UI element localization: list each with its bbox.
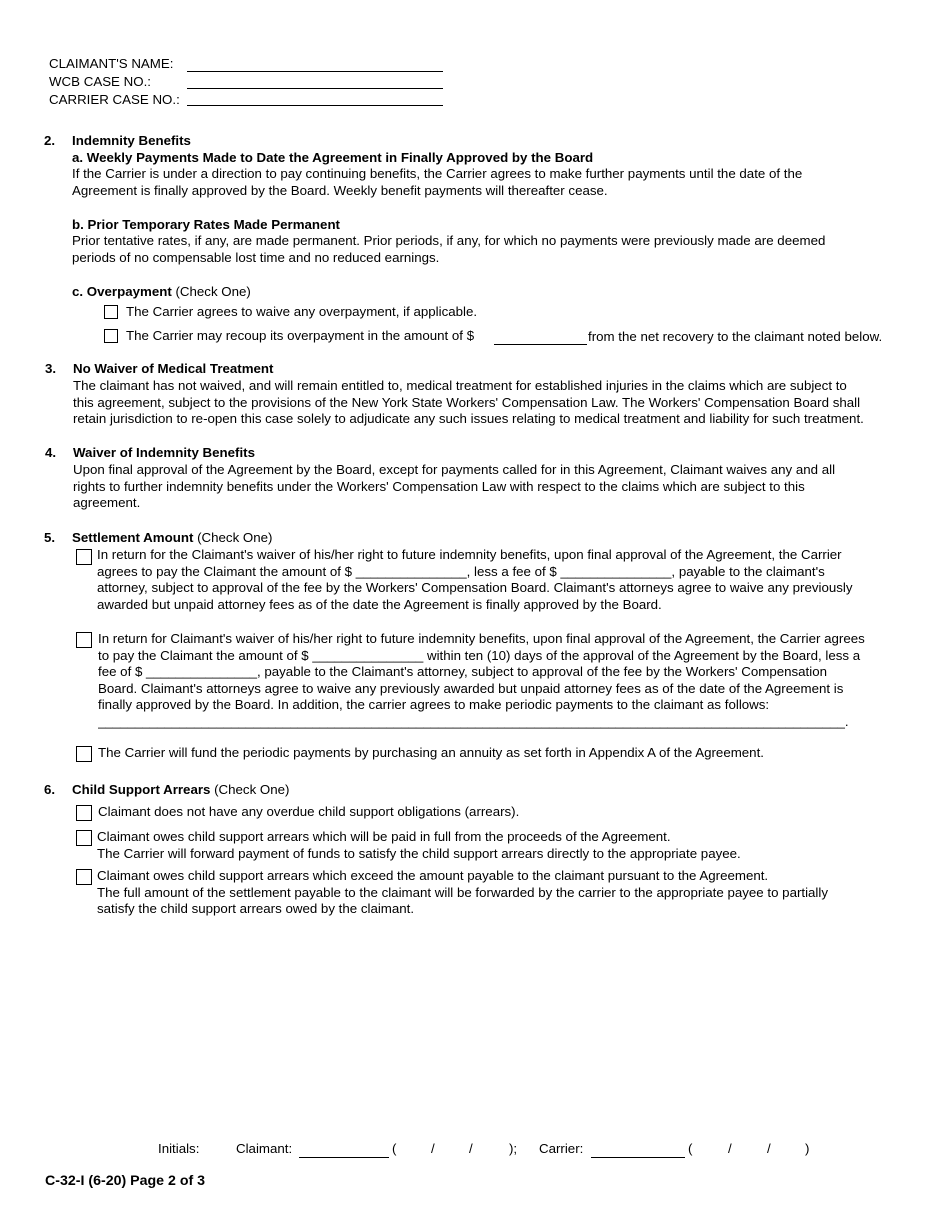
carrier-date-slash-2: /	[767, 1141, 771, 1156]
section-4-title: Waiver of Indemnity Benefits	[73, 445, 256, 460]
carrier-initials-field[interactable]	[591, 1157, 685, 1158]
section-6-number: 6.	[44, 782, 56, 797]
child-support-exceed-checkbox[interactable]	[76, 869, 92, 885]
section-2a-text: If the Carrier is under a direction to pay continuing benefits, the Carrier agrees to make further payments until the date of the Agreement is finally approved by the Board. Weekly benefit payments will thereafter cease.	[72, 166, 803, 198]
section-2b-text: Prior tentative rates, if any, are made permanent. Prior periods, if any, for which no payments were previously made are deemed periods of no compensable lost time and no reduced earnings.	[72, 233, 826, 265]
claimant-date-slash-1: /	[431, 1141, 435, 1156]
section-2-title: Indemnity Benefits	[72, 133, 191, 148]
section-6-heading: Child Support Arrears (Check One)	[72, 782, 290, 797]
periodic-payments-field[interactable]: _____________________________________________________________________________________________________.	[98, 713, 849, 729]
section-5-heading: Settlement Amount (Check One)	[72, 530, 273, 545]
child-support-none-label: Claimant does not have any overdue child support obligations (arrears).	[98, 804, 520, 819]
initials-label: Initials:	[158, 1141, 200, 1156]
section-3-number: 3.	[45, 361, 57, 376]
section-2b-title: b. Prior Temporary Rates Made Permanent	[72, 217, 340, 232]
claimant-date-open: (	[392, 1141, 397, 1156]
wcb-case-label: WCB CASE NO.:	[49, 74, 151, 89]
settlement-option-2-checkbox[interactable]	[76, 632, 92, 648]
settlement-annuity-label: The Carrier will fund the periodic payments by purchasing an annuity as set forth in Appendix A of the Agreement.	[98, 745, 764, 760]
section-3-title: No Waiver of Medical Treatment	[73, 361, 274, 376]
section-2-number: 2.	[44, 133, 56, 148]
claimant-date-close: );	[509, 1141, 518, 1156]
child-support-none-checkbox[interactable]	[76, 805, 92, 821]
overpayment-amount-field[interactable]	[494, 344, 587, 345]
overpayment-waive-checkbox[interactable]	[104, 305, 118, 319]
settlement-option-2-text: In return for Claimant's waiver of his/her right to future indemnity benefits, upon final approval of the Agreement, the Carrier agrees to pay the Claimant the amount of $ _______________ within ten (10) days of the approval of the Agreement by the Board, less a fee of $ _______________, payable to the Claimant's attorney, subject to approval of the fee by the Workers' Compensation Board. Claimant's attorneys agree to waive any previously awarded but unpaid attorney fees as of the date of the Agreement is finally approved by the Board. In addition, the carrier agrees to make periodic payments to the claimant as follows: _____________________________________________________________________________________________________.	[98, 631, 908, 731]
form-id: C-32-I (6-20) Page 2 of 3	[45, 1173, 206, 1189]
section-4-number: 4.	[45, 445, 57, 460]
section-2a-title: a. Weekly Payments Made to Date the Agreement in Finally Approved by the Board	[72, 150, 594, 165]
carrier-date-close: )	[805, 1141, 810, 1156]
section-3-text: The claimant has not waived, and will remain entitled to, medical treatment for established injuries in the claims which are subject to this agreement, subject to the provisions of the New York State Workers' Compensation Law. The Workers' Compensation Board shall retain jurisdiction to re-open this case solely to adjudicate any such issues relating to medical treatment and liability for such treatment.	[73, 378, 864, 427]
wcb-case-field[interactable]	[187, 88, 443, 89]
initials-claimant-label: Claimant:	[236, 1141, 293, 1156]
overpayment-recoup-label: The Carrier may recoup its overpayment in the amount of $	[126, 328, 475, 343]
child-support-full-checkbox[interactable]	[76, 830, 92, 846]
child-support-exceed-text: Claimant owes child support arrears which exceed the amount payable to the claimant pursuant to the Agreement. The full amount of the settlement payable to the claimant will be forwarded by the carrier to the appropriate payee to partially satisfy the child support arrears owed by the claimant.	[97, 868, 828, 917]
section-4-text: Upon final approval of the Agreement by the Board, except for payments called for in this Agreement, Claimant waives any and all rights to further indemnity benefits under the Workers' Compensation Law with respect to the claims which are subject to this agreement.	[73, 462, 836, 511]
claimant-name-label: CLAIMANT'S NAME:	[49, 56, 174, 71]
settlement-option-1-checkbox[interactable]	[76, 549, 92, 565]
carrier-case-label: CARRIER CASE NO.:	[49, 92, 180, 107]
carrier-case-field[interactable]	[187, 105, 443, 106]
child-support-full-text: Claimant owes child support arrears which will be paid in full from the proceeds of the Agreement. The Carrier will forward payment of funds to satisfy the child support arrears directly to the appropriate payee.	[97, 829, 741, 861]
settlement-option-1-text: In return for the Claimant's waiver of his/her right to future indemnity benefits, upon final approval of the Agreement, the Carrier agrees to pay the Claimant the amount of $ _______________, less a fee of $ _______________, payable to the claimant's attorney, subject to approval of the fee by the Workers' Compensation Board. Claimant's attorneys agree to waive any previously awarded but unpaid attorney fees as of the date the Agreement is finally approved by the Board.	[97, 547, 853, 612]
overpayment-recoup-checkbox[interactable]	[104, 329, 118, 343]
section-5-number: 5.	[44, 530, 56, 545]
section-2c-heading: c. Overpayment (Check One)	[72, 284, 251, 299]
initials-carrier-label: Carrier:	[539, 1141, 584, 1156]
overpayment-waive-label: The Carrier agrees to waive any overpayment, if applicable.	[126, 304, 478, 319]
carrier-date-open: (	[688, 1141, 693, 1156]
carrier-date-slash-1: /	[728, 1141, 732, 1156]
claimant-name-field[interactable]	[187, 71, 443, 72]
claimant-initials-field[interactable]	[299, 1157, 389, 1158]
settlement-annuity-checkbox[interactable]	[76, 746, 92, 762]
overpayment-recoup-label-end: from the net recovery to the claimant noted below.	[588, 329, 883, 344]
claimant-date-slash-2: /	[469, 1141, 473, 1156]
